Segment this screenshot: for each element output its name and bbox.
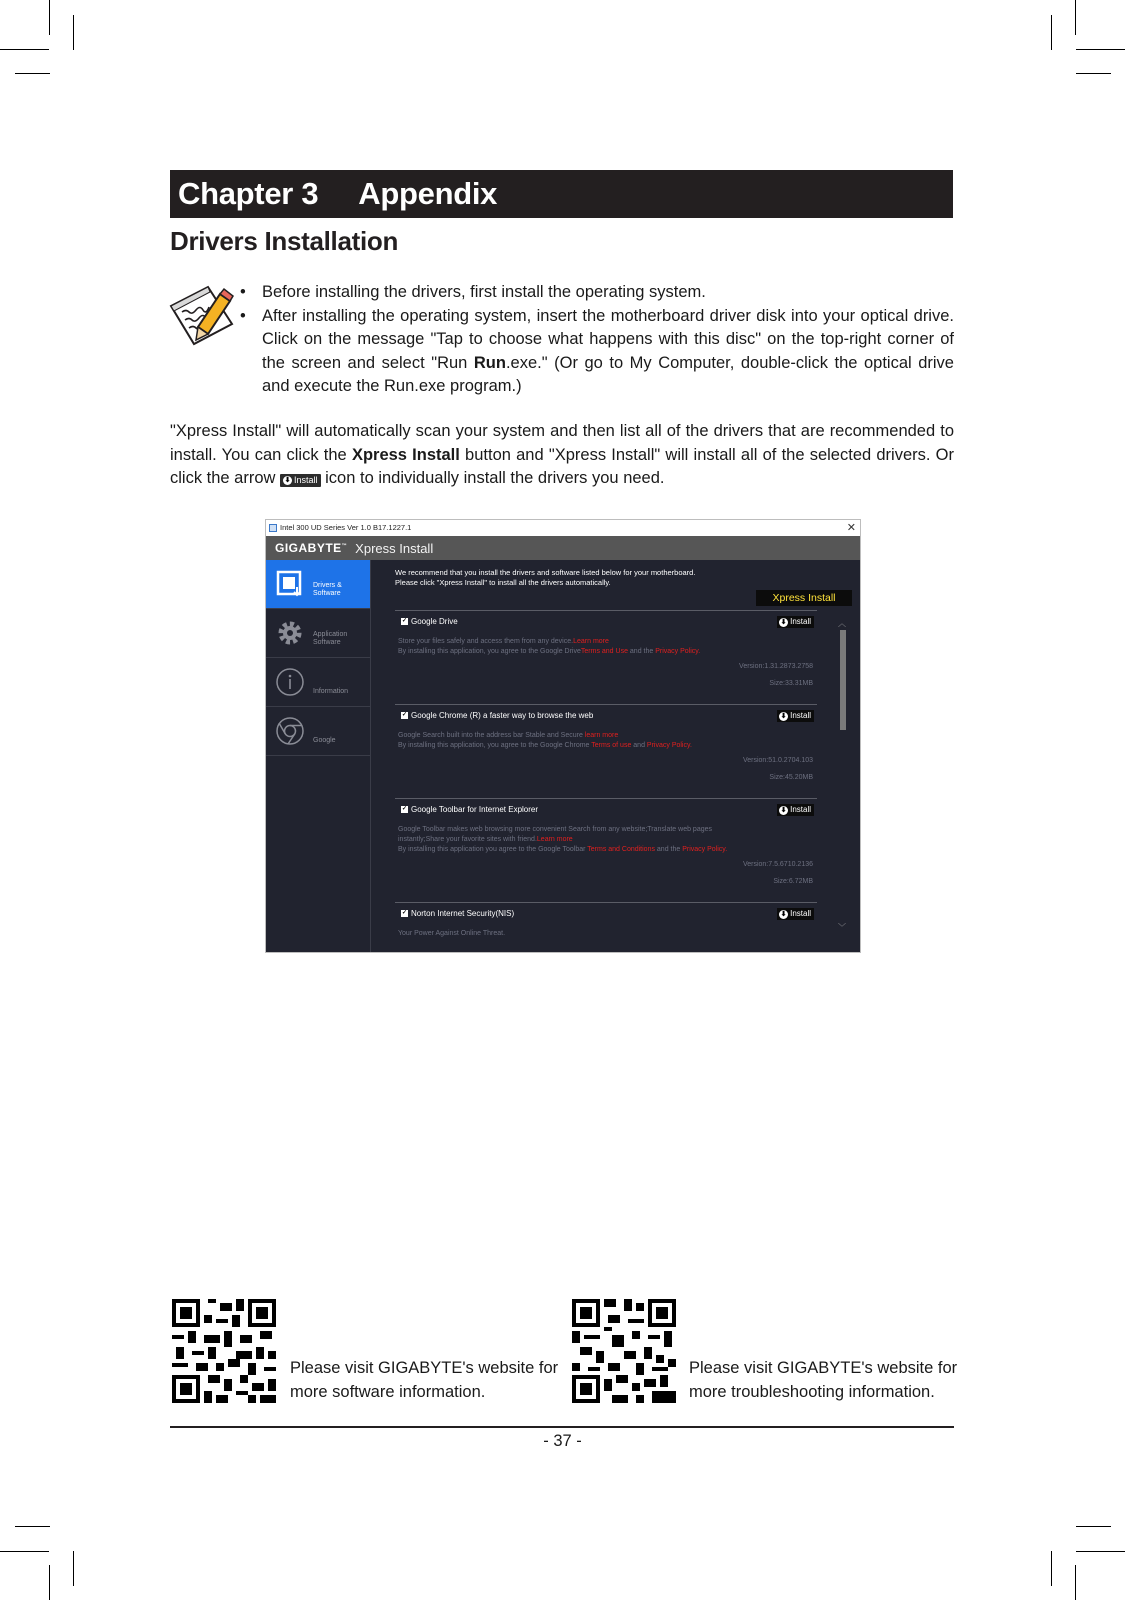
app-header [266, 536, 860, 560]
bullet-list [240, 281, 954, 399]
xpress-install-bold: Xpress Install [351, 445, 460, 464]
info-icon [275, 667, 305, 697]
crop-mark [1051, 15, 1052, 50]
learn-more-link[interactable]: Learn more [536, 836, 573, 843]
crop-mark [0, 1551, 49, 1552]
size-text: Size:6.72MB [773, 878, 813, 885]
item-description: Store your files safely and access them from any device.Learn more By installing this application, you agree to the Google DriveTerms and Use and the Privacy Policy. [398, 638, 701, 655]
terms-link[interactable]: Terms of use [591, 742, 632, 749]
bullet-item: • After installing the operating system, insert the motherboard driver disk into your optical drive. Click on the message "Tap to choose what happens with this disc" on the top-right corner of the screen and select "Run Run.exe." (Or go to My Computer, double-click the optical drive and execute the Run.exe program.) [240, 305, 954, 399]
scroll-thumb[interactable] [840, 630, 846, 730]
bold-run: Run [473, 353, 506, 372]
item-description: Google Search built into the address bar Stable and Secure learn more By installing this application, you agree to the Google Chrome Terms of use and Privacy Policy. [398, 732, 692, 749]
intro-text: We recommend that you install the drivers and software listed below for your motherboard. Please click "Xpress Install" to install all the drivers automatically. [395, 568, 696, 587]
crop-mark [49, 0, 50, 35]
download-arrow-icon: ⬇ [284, 477, 291, 484]
item-name: Google Chrome (R) a faster way to browse the web [411, 711, 594, 720]
chapter-title: Appendix [358, 176, 498, 211]
download-arrow-icon: ⬇ [780, 618, 787, 626]
crop-mark [1076, 1551, 1125, 1552]
drivers-software-icon [275, 569, 305, 599]
scroll-down-icon[interactable]: ﹀ [838, 923, 846, 932]
footer-divider [170, 1426, 954, 1428]
crop-mark [49, 1565, 50, 1600]
chrome-icon [275, 716, 305, 746]
qr-caption-troubleshooting: Please visit GIGABYTE's website for more troubleshooting information. [689, 1359, 958, 1401]
crop-mark [1075, 0, 1076, 35]
chapter-number: Chapter 3 [178, 176, 319, 211]
install-button[interactable]: ⬇ Install [777, 804, 814, 816]
learn-more-link[interactable]: Learn more [573, 638, 609, 645]
xpress-install-window [265, 519, 861, 953]
download-arrow-icon: ⬇ [780, 712, 787, 720]
crop-mark [1051, 1551, 1052, 1586]
item-description: Google Toolbar makes web browsing more convenient Search from any website;Translate web pages instantly;Share your favorite sites with friend.Learn more By installing this application you agree to the Google Toolbar Terms and Conditions and the Privacy Policy. [398, 826, 728, 853]
crop-mark [1076, 1526, 1111, 1527]
sidebar-item-drivers-software[interactable]: Drivers & Software [266, 560, 370, 609]
sidebar-item-information[interactable]: Information [266, 658, 370, 707]
learn-more-link[interactable]: learn more [584, 732, 619, 739]
crop-mark [73, 15, 74, 50]
crop-mark [0, 49, 49, 50]
qr-code-software [172, 1299, 276, 1403]
privacy-link[interactable]: Privacy Policy. [646, 742, 692, 749]
size-text: Size:33.31MB [769, 680, 813, 687]
install-button[interactable]: ⬇ Install [777, 616, 814, 628]
crop-mark [15, 73, 50, 74]
app-icon [269, 524, 277, 532]
item-name: Google Drive [411, 617, 458, 626]
size-text: Size:45.20MB [769, 774, 813, 781]
crop-mark [15, 1526, 50, 1527]
sidebar [266, 560, 371, 953]
crop-mark [1076, 49, 1125, 50]
item-description: Your Power Against Online Threat. [398, 930, 506, 937]
scrollbar[interactable] [838, 620, 847, 932]
list-item [395, 610, 817, 704]
page-number: - 37 - [543, 1432, 582, 1450]
list-item [395, 704, 817, 798]
version-text: Version:51.0.2704.103 [742, 757, 813, 764]
download-arrow-icon: ⬇ [780, 910, 787, 918]
brand-logo: GIGABYTE™ [275, 541, 348, 555]
section-title: Drivers Installation [170, 226, 399, 256]
close-icon[interactable]: ✕ [846, 522, 856, 534]
checkbox[interactable]: ✓ [401, 806, 408, 812]
sidebar-item-application-software[interactable]: Application Software [266, 609, 370, 658]
scroll-up-icon[interactable]: ︿ [838, 619, 846, 628]
privacy-link[interactable]: Privacy Policy. [682, 846, 728, 853]
terms-link[interactable]: Terms and Use [580, 648, 628, 655]
gear-icon [275, 618, 305, 648]
xpress-install-button[interactable]: Xpress Install [756, 590, 852, 606]
window-titlebar [266, 520, 860, 536]
item-name: Google Toolbar for Internet Explorer [411, 805, 539, 814]
list-item [395, 798, 817, 902]
install-button[interactable]: ⬇ Install [777, 710, 814, 722]
crop-mark [1076, 73, 1111, 74]
product-name: Xpress Install [355, 540, 434, 556]
app-body [266, 560, 860, 952]
qr-code-troubleshooting [572, 1299, 676, 1403]
version-text: Version:7.5.6710.2136 [742, 861, 813, 868]
checkbox[interactable]: ✓ [401, 910, 408, 916]
bullet-item: • Before installing the drivers, first install the operating system. [240, 281, 954, 305]
intro-paragraph: "Xpress Install" will automatically scan your system and then list all of the drivers that are recommended to install. You can click the Xpress Install button and "Xpress Install" will install all of the selected drivers. Or click the arrow ⬇ Install icon to individually install the drivers you need. [170, 422, 954, 487]
download-arrow-icon: ⬇ [780, 806, 787, 814]
qr-caption-software: Please visit GIGABYTE's website for more software information. [290, 1359, 559, 1401]
version-text: Version:1.31.2873.2758 [739, 663, 813, 670]
checkbox[interactable]: ✓ [401, 712, 408, 718]
crop-mark [73, 1551, 74, 1586]
install-button[interactable]: ⬇ Install [777, 908, 814, 920]
crop-mark [1075, 1565, 1076, 1600]
note-pencil-icon [168, 284, 238, 350]
item-name: Norton Internet Security(NIS) [411, 909, 515, 918]
driver-list [395, 610, 817, 952]
list-item [395, 902, 817, 952]
window-title: Intel 300 UD Series Ver 1.0 B17.1227.1 [280, 523, 412, 532]
privacy-link[interactable]: Privacy Policy. [655, 648, 701, 655]
chapter-header [170, 170, 953, 218]
terms-link[interactable]: Terms and Conditions [587, 846, 655, 853]
inline-install-icon: ⬇ Install [280, 474, 321, 487]
driver-content [395, 560, 860, 953]
sidebar-item-google[interactable]: Google [266, 707, 370, 756]
checkbox[interactable]: ✓ [401, 618, 408, 624]
